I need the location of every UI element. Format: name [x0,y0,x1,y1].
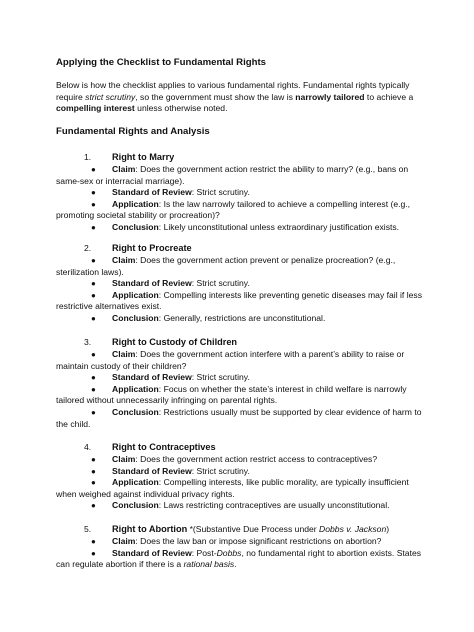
intro-text: , so the government must show the law is [135,91,296,102]
right-name: Right to Contraceptives [112,442,216,452]
intro-bold-compelling-interest: compelling interest [56,103,135,114]
right-name-text: Right to Abortion [112,524,188,534]
bullet-icon: ● [91,373,96,383]
bullet-icon: ● [91,384,96,394]
right-item-marry [56,152,424,234]
bullet-icon: ● [91,350,96,359]
bullet-text: : Likely unconstitutional unless extraordinary justification exists. [158,221,400,232]
bullet-label: Standard of Review [112,187,192,198]
bullet-text: : Post- [191,547,217,558]
bullet-icon: ● [91,407,96,417]
bullet-icon: ● [91,313,96,323]
bullet-icon: ● [91,290,96,300]
bullet-icon: ● [91,188,96,198]
claim-bullet [56,454,424,466]
conclusion-bullet [56,313,424,325]
bullet-label: Application [112,477,159,488]
bullet-text: : Strict scrutiny. [191,372,250,383]
bullet-text: : Compelling interests like preventing genetic diseases may fail if less restrictive alternatives exist. [56,289,422,312]
bullet-text: . [234,559,237,570]
right-item-procreate [56,243,424,325]
bullet-label: Conclusion [112,312,159,323]
right-name: Right to Custody of Children [112,337,238,347]
note-text: *(Substantive Due Process under [187,524,320,534]
bullet-text: : Generally, restrictions are unconstitutional. [158,312,326,323]
note-text: ) [386,524,390,534]
intro-text: Below is how the checklist applies to various fundamental rights. Fundamental rights typically require [56,80,410,102]
intro-text: to achieve a [364,91,414,102]
right-heading [56,152,424,164]
application-bullet [56,384,424,407]
application-bullet [56,477,424,500]
bullet-text: : Does the law ban or impose significant restrictions on abortion? [135,536,382,546]
bullet-label: Conclusion [112,500,159,511]
bullet-icon: ● [91,478,96,488]
right-note [187,524,389,534]
bullet-icon: ● [91,279,96,289]
claim-bullet [56,349,424,372]
right-item-abortion [56,524,424,571]
bullet-text: : Compelling interests, like public morality, are typically insufficient when weighed against individual privacy rights. [56,477,409,499]
bullet-text: : Focus on whether the state’s interest in child welfare is narrowly tailored without unnecessarily infringing on parental rights. [56,383,407,406]
bullet-emphasis: Dobbs [216,547,242,558]
right-number: 4. [84,442,92,452]
bullet-text: , no fundamental right to abortion exists. States can regulate abortion if there is a [56,547,422,570]
bullet-icon: ● [91,199,96,209]
right-number: 3. [84,337,92,347]
right-name: Right to Procreate [112,243,192,253]
right-item-custody [56,337,424,430]
bullet-text: : Does the government action interfere with a parent’s ability to raise or maintain custody of their children? [56,349,405,371]
bullet-label: Claim [112,164,136,174]
right-item-contraceptives [56,442,424,512]
standard-bullet [56,466,424,478]
bullet-text: : Is the law narrowly tailored to achieve a compelling interest (e.g., promoting societal stability or procreation)? [56,198,411,221]
bullet-emphasis: rational basis [183,559,235,570]
standard-bullet [56,278,424,290]
document-title: Applying the Checklist to Fundamental Rights [56,57,267,68]
bullet-label: Claim [112,349,136,359]
right-heading [56,524,424,536]
bullet-label: Conclusion [112,221,159,232]
right-name [112,524,389,536]
right-heading [56,337,424,349]
bullet-text: : Does the government action prevent or penalize procreation? (e.g., sterilization laws). [56,255,396,277]
conclusion-bullet [56,407,424,430]
bullet-icon: ● [91,537,96,546]
bullet-icon: ● [91,466,96,476]
right-number: 1. [84,152,92,162]
intro-paragraph [56,80,426,115]
bullet-text: : Strict scrutiny. [191,465,250,476]
application-bullet [56,199,424,222]
bullet-icon: ● [91,222,96,232]
claim-bullet [56,255,424,278]
bullet-label: Claim [112,454,136,464]
bullet-label: Application [112,198,159,209]
bullet-label: Application [112,289,159,300]
bullet-text: : Strict scrutiny. [191,278,250,289]
bullet-icon: ● [91,548,96,558]
bullet-label: Standard of Review [112,547,192,558]
bullet-label: Claim [112,536,136,546]
right-heading [56,243,424,255]
standard-bullet [56,372,424,384]
bullet-icon: ● [91,256,96,265]
bullet-text: : Restrictions usually must be supported by clear evidence of harm to the child. [56,406,422,429]
right-heading [56,442,424,454]
bullet-label: Claim [112,255,136,265]
claim-bullet [56,164,424,187]
bullet-text: : Does the government action restrict the ability to marry? (e.g., bans on same-sex or interracial marriage). [56,164,409,186]
right-name: Right to Marry [112,152,175,162]
note-case-name: Dobbs v. Jackson [319,524,387,534]
bullet-text: : Strict scrutiny. [191,187,250,198]
bullet-icon: ● [91,165,96,174]
bullet-icon: ● [91,455,96,464]
bullet-icon: ● [91,501,96,511]
right-number: 5. [84,524,92,534]
standard-bullet [56,187,424,199]
conclusion-bullet [56,500,424,512]
bullet-text: : Laws restricting contraceptives are usually unconstitutional. [158,500,390,511]
right-number: 2. [84,243,92,253]
section-heading: Fundamental Rights and Analysis [56,126,210,137]
application-bullet [56,290,424,313]
bullet-label: Standard of Review [112,372,192,383]
claim-bullet [56,536,424,548]
bullet-text: : Does the government action restrict access to contraceptives? [135,454,378,464]
bullet-label: Standard of Review [112,278,192,289]
bullet-label: Standard of Review [112,465,192,476]
intro-bold-narrowly-tailored: narrowly tailored [295,91,365,102]
standard-bullet [56,548,424,571]
bullet-label: Application [112,383,159,394]
intro-text: unless otherwise noted. [134,103,228,114]
bullet-label: Conclusion [112,406,159,417]
conclusion-bullet [56,222,424,234]
intro-emphasis-strict-scrutiny: strict scrutiny [85,91,136,102]
